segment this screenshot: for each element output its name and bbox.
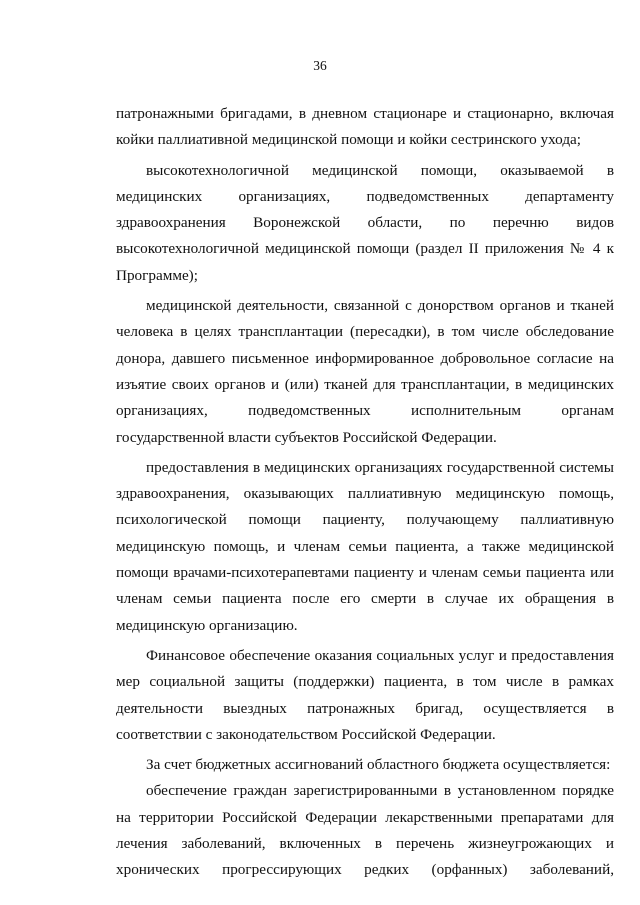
paragraph-organ-donation: медицинской деятельности, связанной с донорством органов и тканей человека в целях трансплантации (пересадки), в том числе обследование донора, давшего письменное информированное добровольное согласие на изъятие своих органов и (или) тканей для трансплантации, в медицинских организациях, подведомственных исполнительным органам государственной власти субъектов Российской Федерации. (116, 297, 614, 446)
paragraph-regional-budget-heading: За счет бюджетных ассигнований областного бюджета осуществляется: (146, 756, 611, 774)
page-number: 36 (313, 58, 327, 73)
paragraph-social-services-financing: Финансовое обеспечение оказания социальных услуг и предоставления мер социальной защиты (поддержки) пациента, в том числе в рамках деятельности выездных патронажных бригад, осуществляется в соответствии с законодательством Российской Федерации. (116, 646, 614, 743)
document-body (116, 101, 614, 884)
paragraph-palliative-psychological-help: предоставления в медицинских организациях государственной системы здравоохранения, оказывающих паллиативную медицинскую помощь, психологической помощи пациенту, получающему паллиативную медицинскую помощь, и членам семьи пациента, а также медицинской помощи врачами-психотерапевтами пациенту и членам семьи пациента или членам семьи пациента после его смерти в случае их обращения в медицинскую организацию. (116, 458, 614, 634)
paragraph-high-tech-care: высокотехнологичной медицинской помощи, оказываемой в медицинских организациях, подведомственных департаменту здравоохранения Воронежской области, по перечню видов высокотехнологичной медицинской помощи (раздел II приложения № 4 к Программе); (116, 161, 614, 284)
paragraph-continuation: патронажными бригадами, в дневном стационаре и стационарно, включая койки паллиативной медицинской помощи и койки сестринского ухода; (116, 105, 614, 149)
paragraph-orphan-drugs: обеспечение граждан зарегистрированными в установленном порядке на территории Российской Федерации лекарственными препаратами для лечения заболеваний, включенных в перечень жизнеугрожающих и хронических прогрессирующих редких (орфанных) заболеваний, (116, 782, 614, 879)
